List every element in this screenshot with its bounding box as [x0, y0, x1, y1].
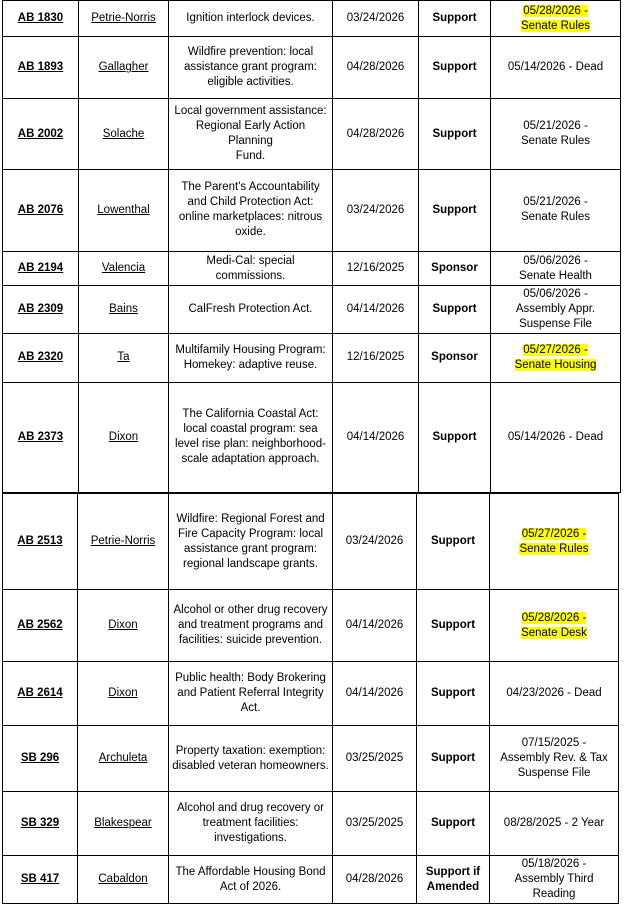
table-row: [3, 169, 621, 251]
bill-title-cell: [169, 856, 333, 904]
text-line: 05/14/2026 - Dead: [507, 430, 604, 443]
status-cell: [491, 252, 621, 286]
text-line: 05/18/2026 -: [521, 858, 587, 870]
bill-title-cell: [169, 37, 333, 99]
bill-link[interactable]: AB 2194: [17, 262, 64, 275]
bill-title-cell: [169, 99, 333, 169]
text-line: Act.: [240, 702, 261, 714]
text-line: 05/27/2026 -: [523, 343, 588, 356]
text-line: Ignition interlock devices.: [186, 12, 315, 25]
status-cell: [490, 590, 619, 662]
text-line: Senate Rules: [520, 19, 591, 32]
text-line: oxide.: [235, 226, 266, 239]
text-line: Support: [432, 203, 477, 216]
position-cell: [419, 169, 491, 251]
table-row: [3, 494, 619, 590]
bill-link[interactable]: AB 1830: [17, 12, 64, 25]
text-line: Public health: Body Brokering: [175, 672, 326, 684]
table-row: [3, 662, 619, 726]
bill-title-cell: [169, 252, 333, 286]
bill-link[interactable]: AB 2562: [17, 619, 63, 631]
text-line: Support: [432, 303, 477, 316]
status-cell: [490, 792, 619, 856]
bill-link[interactable]: AB 2002: [17, 127, 64, 140]
text-line: regional landscape grants.: [183, 557, 318, 570]
author-cell: [79, 99, 169, 169]
text-line: Local government assistance:: [174, 105, 327, 118]
table-row: [3, 856, 619, 904]
bill-number-cell: [3, 726, 78, 792]
author-cell: [79, 1, 169, 37]
author-cell: [79, 382, 169, 493]
text-line: Support: [430, 619, 476, 631]
text-line: Sponsor: [431, 351, 478, 364]
position-date-cell: 04/14/2026: [333, 590, 417, 662]
text-line: local coastal program: sea: [183, 423, 318, 436]
author-link[interactable]: Dixon: [108, 687, 138, 699]
bill-number-cell: [3, 334, 79, 382]
bill-title-cell: [169, 662, 333, 726]
position-cell: [417, 662, 490, 726]
status-cell: [491, 334, 621, 382]
status-cell: [490, 726, 619, 792]
position-date-cell: 04/14/2026: [333, 286, 419, 334]
position-cell: [417, 590, 490, 662]
author-link[interactable]: Ta: [117, 351, 130, 364]
position-cell: [419, 334, 491, 382]
bill-number-cell: [3, 856, 78, 904]
text-line: Support: [430, 752, 476, 764]
text-line: The Parent's Accountability: [181, 181, 320, 194]
author-cell: [79, 37, 169, 99]
text-line: Assembly Appr.: [515, 303, 596, 316]
author-cell: [79, 252, 169, 286]
text-line: facilities: suicide prevention.: [178, 634, 323, 646]
bill-table-1: [2, 0, 621, 493]
text-line: level rise plan: neighborhood-: [175, 438, 326, 451]
text-line: 07/15/2025 -: [521, 737, 587, 749]
text-line: Amended: [426, 880, 480, 893]
author-cell: [78, 856, 169, 904]
author-link[interactable]: Petrie-Norris: [90, 535, 156, 547]
text-line: Regional Early Action Planning: [195, 120, 306, 148]
status-cell: [491, 37, 621, 99]
position-date-cell: 04/14/2026: [333, 662, 417, 726]
text-line: Support: [430, 535, 476, 547]
text-line: 08/28/2025 - 2 Year: [503, 817, 605, 829]
text-line: treatment facilities:: [202, 817, 299, 829]
author-link[interactable]: Cabaldon: [98, 873, 148, 885]
bill-link[interactable]: AB 2309: [17, 303, 64, 316]
bill-link[interactable]: SB 296: [20, 752, 60, 764]
text-line: disabled veteran homeowners.: [172, 759, 329, 772]
bill-title-cell: [169, 792, 333, 856]
position-cell: [419, 252, 491, 286]
author-link[interactable]: Solache: [102, 127, 145, 140]
text-line: Support: [432, 61, 477, 74]
position-cell: [417, 726, 490, 792]
text-line: Assembly Third Reading: [514, 873, 594, 900]
text-line: Assembly Rev. & Tax: [500, 752, 608, 764]
text-line: Multifamily Housing Program:: [175, 343, 326, 356]
bill-number-cell: [3, 494, 78, 590]
bill-link[interactable]: AB 2076: [17, 203, 64, 216]
table-row: [3, 99, 621, 169]
author-link[interactable]: Blakespear: [94, 817, 152, 829]
author-link[interactable]: Lowenthal: [97, 203, 150, 216]
author-cell: [78, 590, 169, 662]
bill-number-cell: [3, 792, 78, 856]
position-date-cell: 04/28/2026: [333, 37, 419, 99]
text-line: Medi-Cal: special: [206, 254, 295, 267]
text-line: Fire Capacity Program: local: [177, 527, 324, 540]
bill-link[interactable]: AB 2320: [17, 351, 64, 364]
text-line: Senate Rules: [519, 542, 589, 555]
text-line: online marketplaces: nitrous: [178, 211, 323, 224]
text-line: Support: [432, 430, 477, 443]
author-link[interactable]: Gallagher: [98, 61, 149, 74]
bill-link[interactable]: AB 2513: [17, 535, 63, 547]
status-cell: [491, 169, 621, 251]
bill-number-cell: [3, 169, 79, 251]
text-line: Property taxation: exemption:: [175, 744, 326, 757]
status-cell: [490, 856, 619, 904]
position-cell: [419, 382, 491, 493]
text-line: Senate Rules: [520, 135, 591, 148]
text-line: 05/14/2026 - Dead: [507, 61, 604, 74]
bill-title-cell: [169, 590, 333, 662]
bill-number-cell: [3, 286, 79, 334]
text-line: Sponsor: [431, 262, 478, 275]
position-date-cell: 03/24/2026: [333, 1, 419, 37]
table-row: [3, 252, 621, 286]
status-cell: [490, 494, 619, 590]
author-link[interactable]: Valencia: [101, 262, 146, 275]
table-row: [3, 37, 621, 99]
author-cell: [78, 792, 169, 856]
text-line: 04/23/2026 - Dead: [506, 687, 602, 699]
text-line: 05/28/2026 -: [521, 611, 587, 624]
position-date-cell: 04/14/2026: [333, 382, 419, 493]
author-cell: [79, 286, 169, 334]
table-row: [3, 382, 621, 493]
bill-link[interactable]: AB 1893: [17, 61, 64, 74]
text-line: The California Coastal Act:: [182, 408, 319, 421]
text-line: Suspense File: [519, 318, 592, 331]
bill-link[interactable]: SB 417: [20, 873, 60, 885]
bill-number-cell: [3, 1, 79, 37]
bill-title-cell: [169, 1, 333, 37]
bill-title-cell: [169, 494, 333, 590]
text-line: The Affordable Housing Bond: [175, 865, 326, 878]
bill-title-cell: [169, 286, 333, 334]
position-date-cell: 03/25/2025: [333, 792, 417, 856]
author-cell: [78, 662, 169, 726]
text-line: 05/21/2026 -: [523, 196, 588, 209]
bill-title-cell: [169, 382, 333, 493]
position-cell: [419, 99, 491, 169]
text-line: Support: [430, 687, 476, 699]
text-line: commissions.: [215, 269, 286, 282]
text-line: Suspense File: [517, 767, 591, 779]
text-line: 05/27/2026 -: [521, 527, 587, 540]
text-line: and treatment programs and: [177, 619, 324, 631]
author-link[interactable]: Dixon: [108, 619, 138, 631]
text-line: Support: [432, 127, 477, 140]
status-cell: [491, 99, 621, 169]
text-line: and Child Protection Act:: [187, 196, 314, 209]
text-line: Senate Housing: [514, 358, 597, 371]
bill-link[interactable]: SB 329: [20, 817, 60, 829]
bill-number-cell: [3, 37, 79, 99]
text-line: Support if: [425, 865, 481, 878]
text-line: Act of 2026.: [219, 880, 282, 893]
position-cell: [417, 494, 490, 590]
position-date-cell: 12/16/2025: [333, 334, 419, 382]
table-row: [3, 334, 621, 382]
text-line: CalFresh Protection Act.: [188, 303, 313, 316]
text-line: Senate Rules: [520, 211, 591, 224]
bill-title-cell: [169, 334, 333, 382]
bill-number-cell: [3, 590, 78, 662]
position-date-cell: 03/24/2026: [333, 169, 419, 251]
position-cell: [419, 37, 491, 99]
bill-number-cell: [3, 382, 79, 493]
status-cell: [491, 382, 621, 493]
table-row: [3, 726, 619, 792]
text-line: Fund.: [235, 150, 266, 163]
position-date-cell: 04/28/2026: [333, 99, 419, 169]
text-line: assistance grant program:: [184, 61, 317, 74]
text-line: investigations.: [214, 832, 287, 844]
author-link[interactable]: Bains: [109, 303, 138, 316]
author-cell: [78, 726, 169, 792]
text-line: eligible activities.: [207, 76, 294, 89]
text-line: Senate Health: [519, 269, 592, 282]
text-line: Senate Desk: [521, 626, 587, 639]
author-cell: [79, 169, 169, 251]
text-line: assistance grant program:: [184, 542, 317, 555]
text-line: scale adaptation approach.: [181, 453, 320, 466]
bill-number-cell: [3, 99, 79, 169]
text-line: 05/21/2026 -: [523, 120, 588, 133]
author-link[interactable]: Petrie-Norris: [91, 12, 156, 25]
table-row: [3, 1, 621, 37]
bill-table-2: [2, 493, 619, 904]
author-cell: [79, 334, 169, 382]
text-line: Alcohol or other drug recovery: [173, 604, 328, 616]
position-cell: [417, 856, 490, 904]
text-line: and Patient Referral Integrity: [177, 687, 324, 699]
text-line: Homekey: adaptive reuse.: [183, 358, 318, 371]
author-cell: [78, 494, 169, 590]
text-line: Alcohol and drug recovery or: [176, 802, 325, 814]
position-cell: [419, 1, 491, 37]
bill-link[interactable]: AB 2614: [17, 687, 63, 699]
text-line: 05/06/2026 -: [523, 254, 588, 267]
position-cell: [417, 792, 490, 856]
position-date-cell: 03/24/2026: [333, 494, 417, 590]
text-line: Support: [432, 12, 477, 25]
bill-link[interactable]: AB 2373: [17, 430, 64, 443]
table-row: [3, 590, 619, 662]
text-line: Wildfire: Regional Forest and: [176, 512, 325, 525]
text-line: Wildfire prevention: local: [187, 46, 314, 59]
position-date-cell: 03/25/2025: [333, 726, 417, 792]
bill-title-cell: [169, 726, 333, 792]
position-date-cell: 12/16/2025: [333, 252, 419, 286]
table-row: [3, 286, 621, 334]
text-line: 05/28/2026 -: [523, 4, 588, 17]
bill-number-cell: [3, 662, 78, 726]
status-cell: [491, 286, 621, 334]
status-cell: [491, 1, 621, 37]
text-line: 05/06/2026 -: [523, 288, 588, 301]
position-date-cell: 04/28/2026: [333, 856, 417, 904]
author-link[interactable]: Archuleta: [98, 752, 148, 764]
position-cell: [419, 286, 491, 334]
bill-number-cell: [3, 252, 79, 286]
table-row: [3, 792, 619, 856]
status-cell: [490, 662, 619, 726]
text-line: Support: [430, 817, 476, 829]
bill-title-cell: [169, 169, 333, 251]
author-link[interactable]: Dixon: [108, 430, 139, 443]
